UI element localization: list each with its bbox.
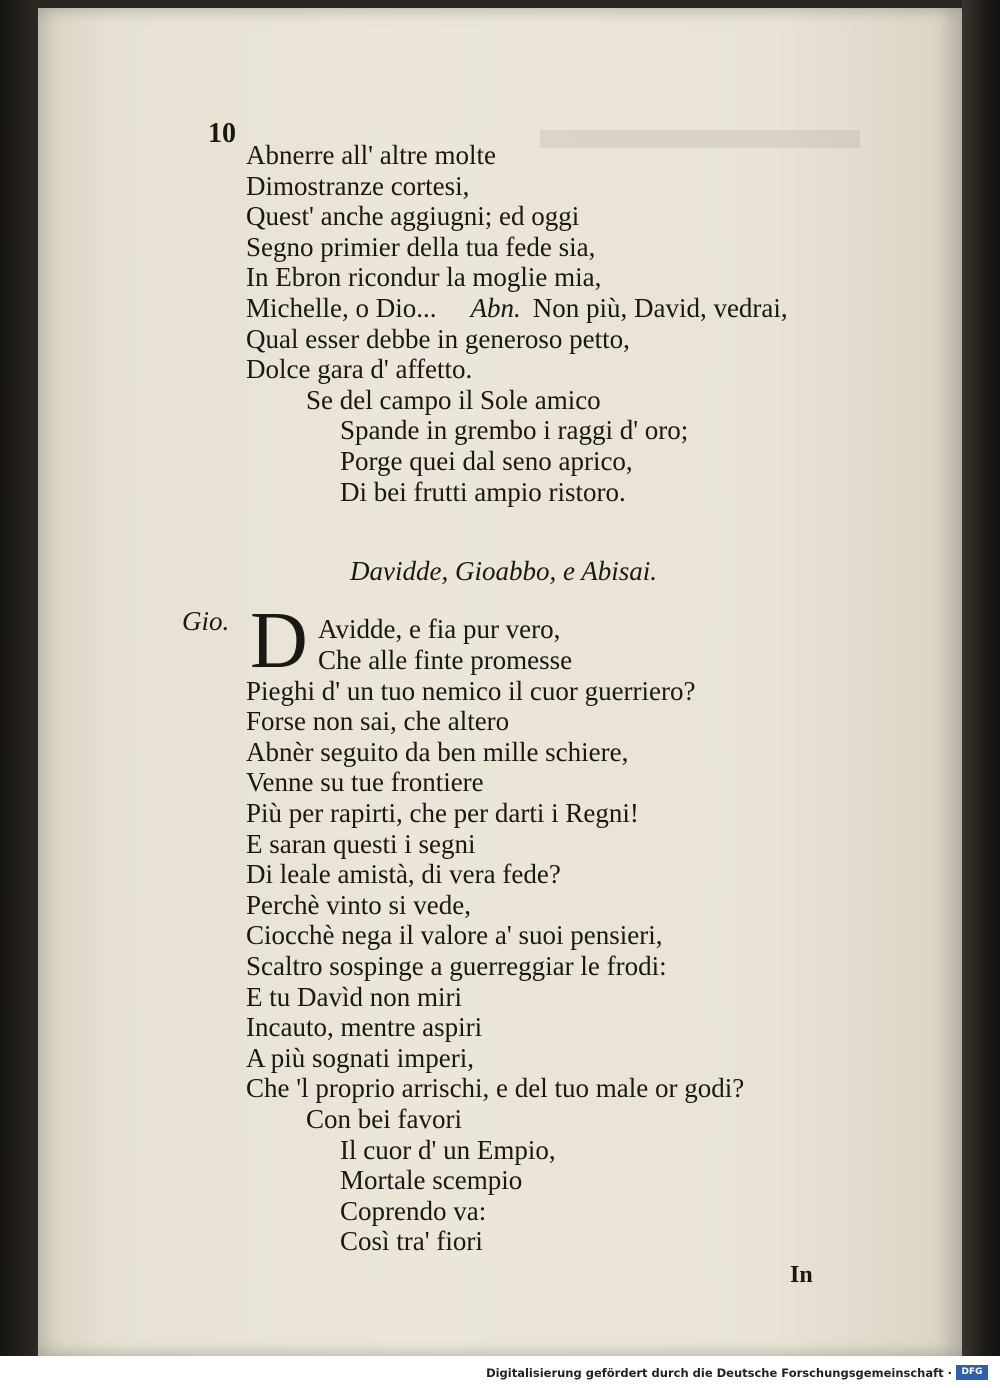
verse-text: Coprendo va:	[340, 1195, 487, 1226]
verse-line	[340, 1196, 486, 1227]
verse-line	[246, 706, 509, 737]
verse-line	[246, 920, 662, 951]
verse-line	[246, 890, 471, 921]
speaker-label-gio: Gio.	[182, 606, 230, 636]
book-binding-left	[0, 0, 38, 1356]
verse-text: Ciocchè nega il valore a' suoi pensieri,	[246, 920, 663, 951]
show-through-bleed	[540, 130, 860, 208]
verse-line	[246, 1012, 482, 1043]
verse-text: A più sognati imperi,	[246, 1042, 474, 1073]
verse-line	[246, 293, 788, 324]
verse-text: Il cuor d' un Empio,	[340, 1134, 556, 1165]
verse-text: Abnerre all' altre molte	[246, 140, 497, 170]
verse-text: Qual esser debbe in generoso petto,	[246, 323, 630, 354]
verse-text: Con bei favori	[306, 1104, 462, 1134]
verse-text: Venne su tue frontiere	[246, 767, 484, 798]
verse-line	[246, 951, 667, 982]
verse-line	[246, 324, 630, 355]
verse-line	[306, 1104, 462, 1135]
verse-text: Porge quei dal seno aprico,	[340, 446, 633, 476]
verse-line	[246, 232, 595, 263]
verse-text: Incauto, mentre aspiri	[246, 1012, 483, 1043]
verse-line	[246, 859, 561, 890]
verse-text: E saran questi i segni	[246, 828, 476, 859]
verse-line	[246, 1073, 744, 1104]
verse-line	[246, 676, 696, 707]
page-number: 10	[208, 118, 236, 149]
verse-line	[306, 385, 601, 416]
verse-line	[246, 829, 475, 860]
verse-line	[246, 354, 472, 385]
verse-line	[246, 201, 579, 232]
verse-text: Così tra' fiori	[340, 1226, 483, 1257]
verse-text: Mortale scempio	[340, 1165, 523, 1196]
speaker-label-abn: Abn.	[470, 293, 521, 323]
verse-text: Che 'l proprio arrischi, e del tuo male or godi?	[246, 1073, 745, 1104]
verse-line	[246, 262, 601, 293]
verse-line-first: Avidde, e fia pur vero,	[318, 614, 561, 644]
verse-text: Di leale amistà, di vera fede?	[246, 859, 561, 890]
verse-line	[340, 1165, 522, 1196]
verse-line	[246, 982, 462, 1013]
verse-line	[246, 1043, 474, 1074]
verse-line	[340, 1135, 556, 1166]
verse-text: Abnèr seguito da ben mille schiere,	[246, 736, 629, 767]
footer-credit: Digitalisierung gefördert durch die Deutsche Forschungsgemeinschaft ·	[486, 1366, 952, 1380]
verse-text: Spande in grembo i raggi d' oro;	[340, 415, 689, 446]
verse-line	[340, 477, 626, 508]
dfg-logo-icon: DFG	[956, 1365, 988, 1380]
verse-text: Di bei frutti ampio ristoro.	[340, 476, 626, 507]
verse-line	[340, 446, 633, 477]
verse-text: Dolce gara d' affetto.	[246, 354, 473, 385]
verse-text: E tu Davìd non miri	[246, 981, 462, 1012]
scene-heading: Davidde, Gioabbo, e Abisai.	[350, 556, 657, 586]
verse-line	[340, 1226, 483, 1257]
verse-line	[246, 171, 469, 202]
verse-text: Michelle, o Dio...	[246, 293, 437, 323]
verse-line	[340, 415, 688, 446]
verse-text: Forse non sai, che altero	[246, 706, 510, 737]
verse-line	[246, 737, 628, 768]
verse-text: Che alle finte promesse	[318, 645, 573, 675]
verse-text: Scaltro sospinge a guerreggiar le frodi:	[246, 951, 667, 981]
verse-text: Non più, David, vedrai,	[532, 293, 788, 323]
verse-text: Quest' anche aggiugni; ed oggi	[246, 201, 580, 232]
digitization-footer	[0, 1356, 1000, 1388]
verse-text: Dimostranze cortesi,	[246, 170, 470, 201]
verse-text: Perchè vinto si vede,	[246, 889, 471, 920]
catchword: In	[790, 1262, 813, 1288]
verse-text: Più per rapirti, che per darti i Regni!	[246, 798, 639, 828]
verse-line	[246, 767, 484, 798]
verse-text: In Ebron ricondur la moglie mia,	[246, 262, 602, 293]
book-binding-right	[962, 0, 1000, 1356]
verse-text: Se del campo il Sole amico	[306, 384, 601, 415]
verse-line	[318, 645, 572, 676]
drop-cap: D	[250, 597, 308, 685]
verse-text: Segno primier della tua fede sia,	[246, 231, 596, 262]
verse-text: Pieghi d' un tuo nemico il cuor guerriero?	[246, 675, 696, 706]
verse-line	[246, 798, 639, 829]
verse-line	[246, 140, 496, 171]
